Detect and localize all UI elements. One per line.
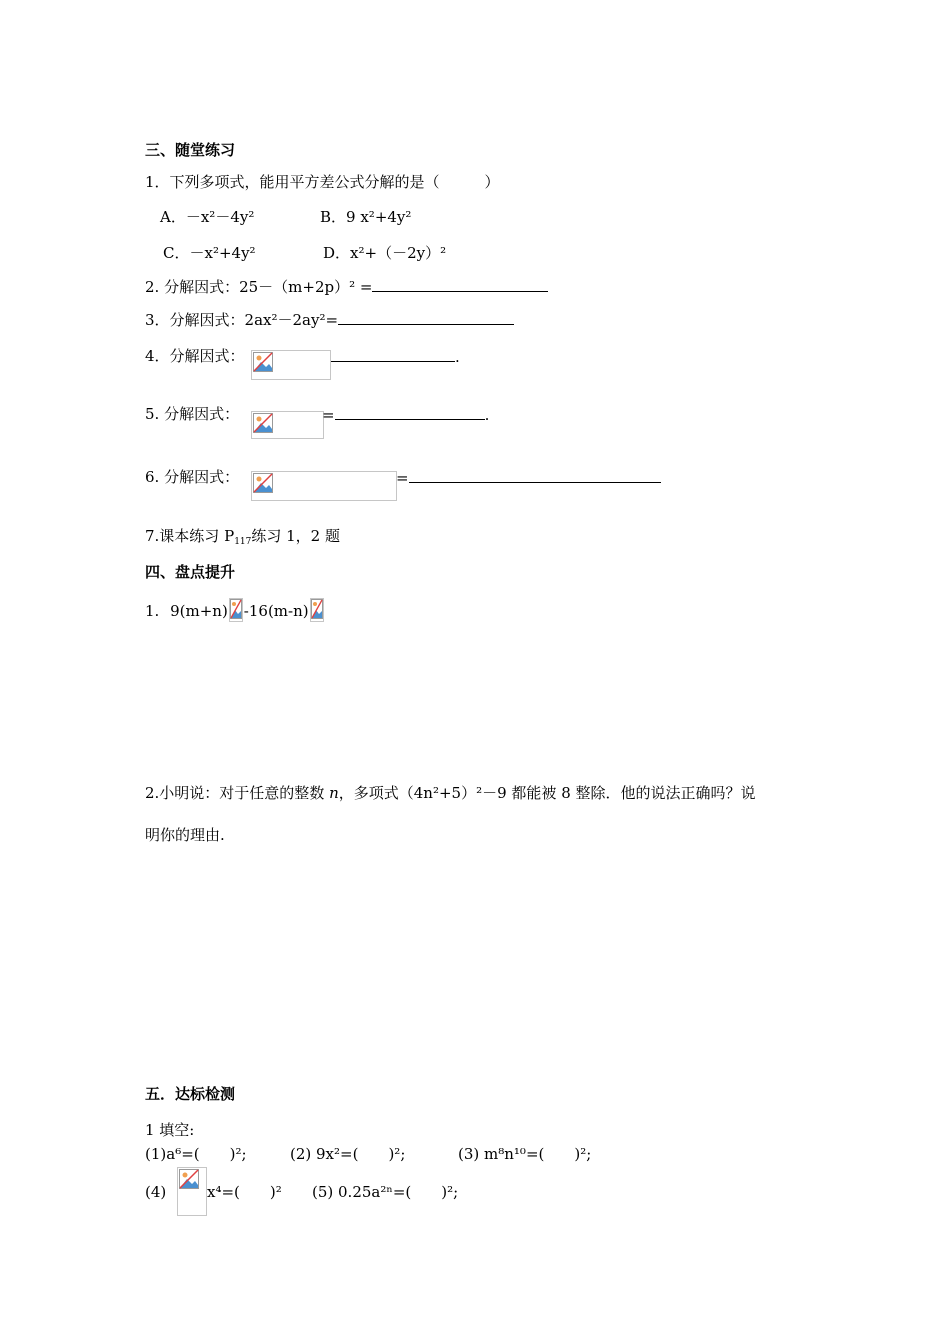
review-question-2-line2: 明你的理由.	[145, 826, 225, 844]
option-c	[163, 243, 256, 263]
section-title-practice: 三、随堂练习	[145, 141, 236, 159]
fill-item-4-tail: x⁴=( )²	[207, 1183, 282, 1201]
broken-image-icon	[311, 599, 323, 619]
question-2-expr: 25－（m+2p）² =	[239, 278, 373, 296]
question-5-answer	[322, 404, 489, 425]
option-b-label: B．	[320, 208, 347, 226]
review-q1-label: 1.	[145, 602, 160, 620]
option-c-label: C．	[163, 244, 190, 262]
review-question-1	[145, 598, 325, 622]
option-c-text: －x²+4y²	[189, 244, 256, 262]
option-a-text: －x²－4y²	[185, 208, 255, 226]
review-question-2-line1	[145, 783, 756, 803]
question-6-label: 6. 分解因式：	[145, 468, 240, 486]
question-4-label: 4．分解因式：	[145, 347, 245, 365]
question-6-eq: =	[396, 469, 409, 487]
fill-item-4-label: (4)	[145, 1183, 167, 1201]
option-b	[320, 207, 411, 227]
question-7-suffix: 练习 1，2 题	[251, 527, 340, 545]
fill-item-5: (5) 0.25a²ⁿ=( )²;	[312, 1183, 459, 1201]
broken-image-icon	[253, 473, 273, 493]
review-q2-variable: n	[329, 784, 339, 802]
formula-image-placeholder	[229, 598, 243, 622]
question-1-stem: 1．下列多项式，能用平方差公式分解的是（ ）	[145, 173, 500, 191]
option-d-label: D．	[323, 244, 351, 262]
question-5-label: 5. 分解因式：	[145, 405, 240, 423]
section-title-assessment: 五．达标检测	[145, 1085, 236, 1103]
question-2-label: 2. 分解因式：	[145, 278, 240, 296]
fill-in-label: 1 填空:	[145, 1121, 195, 1139]
broken-image-icon	[253, 352, 273, 372]
broken-image-icon	[253, 413, 273, 433]
option-a	[160, 207, 254, 227]
formula-image-placeholder	[251, 350, 331, 380]
review-q2-text-b: ，多项式（4n²+5）²－9 都能被 8 整除．他的说法正确吗？说	[338, 784, 756, 802]
section-title-review: 四、盘点提升	[145, 563, 236, 581]
question-5-eq: =	[322, 406, 335, 424]
option-d	[323, 243, 446, 263]
question-7-prefix: 7.课本练习 P	[145, 527, 235, 545]
formula-image-placeholder	[177, 1167, 207, 1216]
question-3	[145, 309, 514, 330]
fill-item-3: (3) m⁸n¹⁰=( )²;	[458, 1145, 592, 1163]
review-q2-text-a: 2.小明说：对于任意的整数	[145, 784, 330, 802]
option-a-label: A．	[160, 208, 186, 226]
broken-image-icon	[179, 1169, 199, 1189]
question-6-answer	[396, 467, 661, 488]
broken-image-icon	[230, 599, 242, 619]
review-q1-part2: -16(m-n)	[243, 602, 309, 620]
question-2	[145, 276, 548, 297]
answer-blank-2[interactable]	[372, 276, 548, 292]
formula-image-placeholder	[251, 471, 397, 501]
option-d-text: x²+（－2y）²	[350, 244, 447, 262]
option-b-text: 9 x²+4y²	[346, 208, 412, 226]
page-number: 117	[234, 537, 252, 547]
question-7	[145, 526, 340, 546]
question-5-tail: .	[484, 406, 490, 424]
question-4-answer	[331, 346, 460, 367]
question-3-label: 3．分解因式：	[145, 311, 245, 329]
answer-blank-4[interactable]	[331, 346, 455, 362]
formula-image-placeholder	[310, 598, 324, 622]
formula-image-placeholder	[251, 411, 324, 439]
question-4-tail: .	[455, 348, 460, 366]
answer-blank-3[interactable]	[338, 309, 514, 325]
review-q1-part1: 9(m+n)	[170, 602, 228, 620]
answer-blank-6[interactable]	[409, 467, 661, 483]
fill-item-1: (1)a⁶=( )²;	[145, 1145, 247, 1163]
fill-item-2: (2) 9x²=( )²;	[290, 1145, 406, 1163]
answer-blank-5[interactable]	[335, 404, 485, 420]
question-3-expr: 2ax²－2ay²=	[244, 311, 339, 329]
